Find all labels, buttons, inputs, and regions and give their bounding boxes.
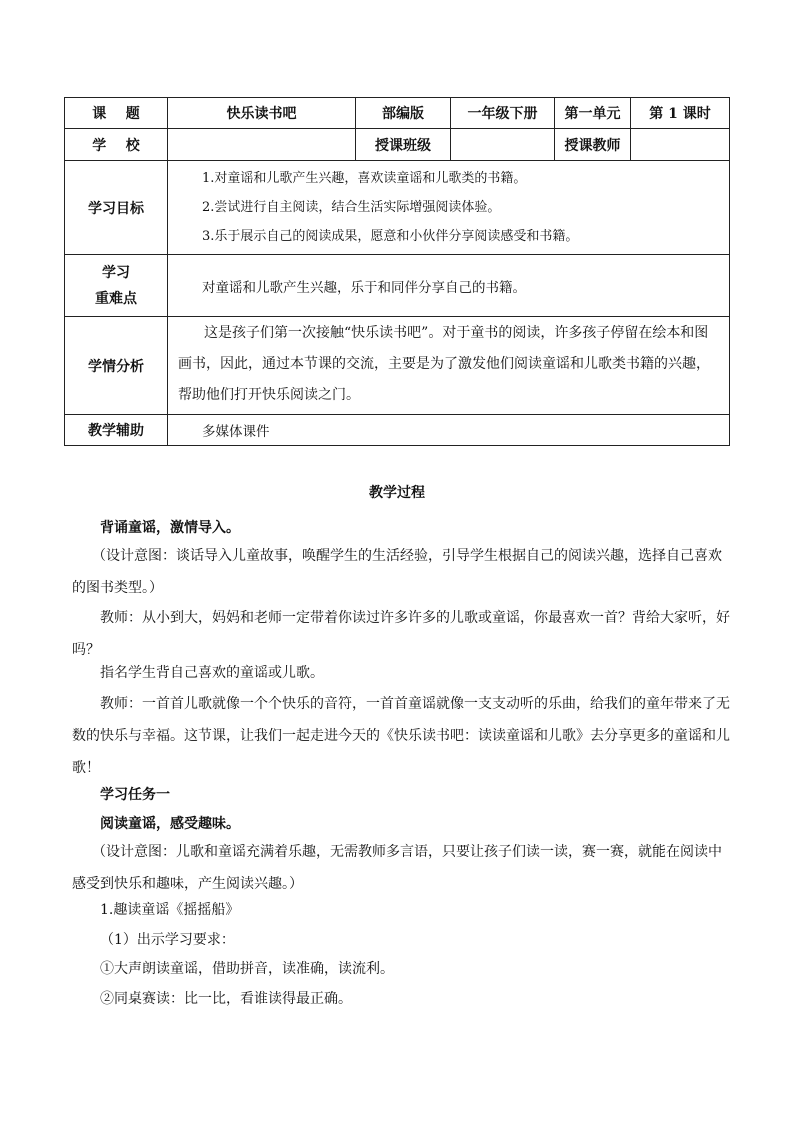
requirement-2: ②同桌赛读：比一比，看谁读得最正确。 — [100, 991, 352, 1007]
row-key-points — [65, 255, 730, 317]
key-points-label — [65, 255, 168, 317]
key-points-label-line2: 重难点 — [95, 290, 137, 307]
lesson-number: 第 1 课时 — [631, 98, 730, 129]
analysis-text: 这是孩子们第一次接触“快乐读书吧”。对于童书的阅读，许多孩子停留在绘本和图画书，因此，通过本节课的交流，主要是为了激发他们阅读童谣和儿歌类书籍的兴趣，帮助他们打开快乐阅读之门。 — [168, 317, 730, 415]
row-goals — [65, 161, 730, 255]
topic-label: 课 题 — [65, 98, 168, 129]
teacher-speech-1: 教师：从小到大，妈妈和老师一定带着你读过许多许多的儿歌或童谣，你最喜欢一首？背给大家听，好吗？ — [72, 610, 730, 658]
intro-design-note: （设计意图：谈话导入儿童故事，唤醒学生的生活经验，引导学生根据自己的阅读兴趣，选择自己喜欢的图书类型。） — [72, 548, 722, 596]
section-title: 教学过程 — [369, 485, 425, 501]
task1-heading: 阅读童谣，感受趣味。 — [100, 816, 240, 832]
lesson-title: 快乐读书吧 — [168, 98, 356, 129]
key-points-text — [168, 255, 730, 317]
task1-title: 学习任务一 — [100, 787, 170, 803]
key-points-label-line1: 学习 — [102, 264, 130, 281]
row-topic — [65, 98, 730, 129]
teacher-label: 授课教师 — [555, 129, 631, 161]
lesson-info-table — [64, 97, 730, 446]
goal-item: 3.乐于展示自己的阅读成果，愿意和小伙伴分享阅读感受和书籍。 — [202, 229, 579, 244]
requirement-1: ①大声朗读童谣，借助拼音，读准确，读流利。 — [100, 961, 394, 977]
unit: 第一单元 — [555, 98, 631, 129]
grade: 一年级下册 — [451, 98, 555, 129]
teacher-value — [631, 129, 730, 161]
key-points-content: 对童谣和儿歌产生兴趣，乐于和同伴分享自己的书籍。 — [202, 279, 526, 296]
goals-list — [168, 161, 730, 255]
row-aids — [65, 415, 730, 446]
aids-text — [168, 415, 730, 446]
aids-content: 多媒体课件 — [202, 424, 270, 440]
analysis-label: 学情分析 — [65, 317, 168, 415]
row-analysis — [65, 317, 730, 415]
row-school — [65, 129, 730, 161]
class-label: 授课班级 — [356, 129, 451, 161]
school-value — [168, 129, 356, 161]
intro-heading: 背诵童谣，激情导入。 — [100, 520, 240, 536]
item1-title: 1.趣读童谣《摇摇船》 — [100, 902, 240, 918]
goal-item: 1.对童谣和儿歌产生兴趣，喜欢读童谣和儿歌类的书籍。 — [202, 171, 527, 186]
aids-label: 教学辅助 — [65, 415, 168, 446]
goals-label: 学习目标 — [65, 161, 168, 255]
class-value — [451, 129, 555, 161]
item1-subtitle: （1）出示学习要求： — [100, 932, 235, 948]
instruction-text: 指名学生背自己喜欢的童谣或儿歌。 — [100, 665, 324, 681]
school-label: 学 校 — [65, 129, 168, 161]
goal-item: 2.尝试进行自主阅读，结合生活实际增强阅读体验。 — [202, 200, 501, 215]
teacher-speech-2: 教师：一首首儿歌就像一个个快乐的音符，一首首童谣就像一支支动听的乐曲，给我们的童年带来了无数的快乐与幸福。这节课，让我们一起走进今天的《快乐读书吧：读读童谣和儿歌》去分享更多的童谣和儿歌！ — [72, 696, 730, 776]
teaching-process — [72, 510, 730, 1010]
edition: 部编版 — [356, 98, 451, 129]
task1-design-note: （设计意图：儿歌和童谣充满着乐趣，无需教师多言语，只要让孩子们读一读，赛一赛，就能在阅读中感受到快乐和趣味，产生阅读兴趣。） — [72, 844, 722, 892]
